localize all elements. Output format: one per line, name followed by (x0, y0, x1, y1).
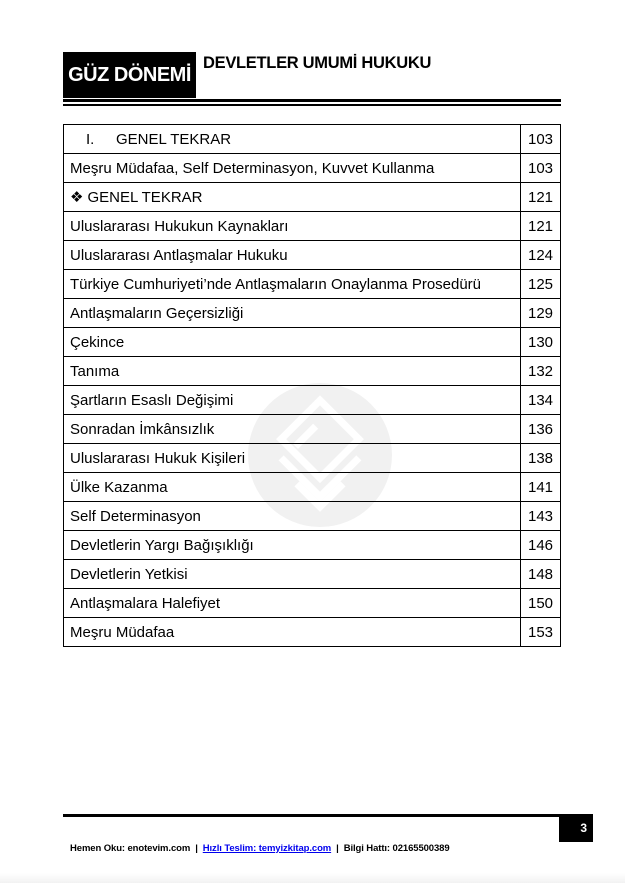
toc-entry-title (64, 125, 521, 154)
toc-entry-page: 121 (521, 212, 561, 241)
toc-row (64, 560, 561, 589)
header-rule-thick (63, 99, 561, 102)
toc-entry-label: Antlaşmaların Geçersizliği (70, 304, 244, 322)
page-number-badge (559, 814, 593, 842)
toc-entry-label: Devletlerin Yargı Bağışıklığı (70, 536, 254, 554)
toc-entry-page: 121 (521, 183, 561, 212)
toc-entry-page: 125 (521, 270, 561, 299)
page-number: 3 (580, 821, 587, 835)
toc-entry-label: Meşru Müdafaa (70, 623, 175, 641)
semester-badge: GÜZ DÖNEMİ (63, 52, 196, 98)
toc-entry-label: Çekince (70, 333, 125, 351)
footer-hotline-label: Bilgi Hattı: 02165500389 (343, 843, 450, 854)
toc-row (64, 357, 561, 386)
toc-row (64, 502, 561, 531)
toc-entry-title (64, 154, 521, 183)
toc-entry-page: 146 (521, 531, 561, 560)
footer-rule (63, 814, 561, 817)
toc-entry-page: 141 (521, 473, 561, 502)
toc-row (64, 386, 561, 415)
footer-delivery-link[interactable]: Hızlı Teslim: temyizkitap.com (202, 843, 332, 854)
toc-entry-label: Uluslararası Hukuk Kişileri (70, 449, 246, 467)
toc-entry-label: Antlaşmalara Halefiyet (70, 594, 221, 612)
footer-read-label: Hemen Oku: enotevim.com (70, 843, 191, 854)
toc-entry-label: Uluslararası Antlaşmalar Hukuku (70, 246, 288, 264)
footer-separator: | (195, 843, 198, 854)
toc-row (64, 444, 561, 473)
toc-entry-page: 143 (521, 502, 561, 531)
toc-entry-numeral: I. (86, 130, 95, 148)
toc-row (64, 415, 561, 444)
toc-entry-title (64, 357, 521, 386)
toc-entry-page: 130 (521, 328, 561, 357)
toc-entry-title (64, 212, 521, 241)
toc-entry-page: 103 (521, 125, 561, 154)
toc-entry-title (64, 415, 521, 444)
toc-entry-page: 103 (521, 154, 561, 183)
toc-entry-title (64, 183, 521, 212)
scan-shadow (0, 873, 625, 883)
toc-entry-title (64, 328, 521, 357)
diamond-bullet-icon: ❖ (70, 189, 84, 206)
toc-entry-label: Devletlerin Yetkisi (70, 565, 188, 583)
toc-entry-title (64, 589, 521, 618)
toc-row (64, 183, 561, 212)
toc-row (64, 125, 561, 154)
toc-entry-label: Meşru Müdafaa, Self Determinasyon, Kuvvet Kullanma (70, 159, 435, 177)
toc-row (64, 531, 561, 560)
toc-entry-title (64, 560, 521, 589)
toc-entry-label: Ülke Kazanma (70, 478, 168, 496)
toc-entry-label: Şartların Esaslı Değişimi (70, 391, 234, 409)
toc-entry-page: 148 (521, 560, 561, 589)
footer-separator: | (336, 843, 339, 854)
toc-entry-label: GENEL TEKRAR (116, 130, 232, 148)
toc-entry-title (64, 386, 521, 415)
toc-row (64, 618, 561, 647)
toc-entry-page: 132 (521, 357, 561, 386)
toc-entry-label: Uluslararası Hukukun Kaynakları (70, 217, 289, 235)
toc-entry-label: Self Determinasyon (70, 507, 201, 525)
toc-row (64, 154, 561, 183)
toc-entry-label: Sonradan İmkânsızlık (70, 420, 215, 438)
toc-entry-title (64, 473, 521, 502)
course-title: DEVLETLER UMUMİ HUKUKU (203, 54, 432, 72)
toc-entry-title (64, 270, 521, 299)
toc-row (64, 328, 561, 357)
toc-entry-label: Türkiye Cumhuriyeti’nde Antlaşmaların Onaylanma Prosedürü (70, 275, 482, 293)
footer-info (70, 843, 450, 854)
toc-row (64, 589, 561, 618)
toc-entry-title (64, 618, 521, 647)
toc-entry-page: 134 (521, 386, 561, 415)
toc-entry-page: 153 (521, 618, 561, 647)
toc-row (64, 270, 561, 299)
toc-entry-title (64, 444, 521, 473)
toc-row (64, 473, 561, 502)
header-rule-thin (63, 104, 561, 106)
toc-entry-page: 138 (521, 444, 561, 473)
toc-entry-page: 136 (521, 415, 561, 444)
toc-entry-title (64, 299, 521, 328)
toc-entry-page: 124 (521, 241, 561, 270)
toc-entry-title (64, 241, 521, 270)
toc-entry-label: Tanıma (70, 362, 120, 380)
toc-row (64, 241, 561, 270)
toc-table (63, 124, 561, 647)
toc-row (64, 212, 561, 241)
toc-entry-label: GENEL TEKRAR (87, 189, 203, 206)
toc-entry-page: 129 (521, 299, 561, 328)
toc-row (64, 299, 561, 328)
toc-entry-page: 150 (521, 589, 561, 618)
toc-entry-title (64, 502, 521, 531)
toc-entry-title (64, 531, 521, 560)
